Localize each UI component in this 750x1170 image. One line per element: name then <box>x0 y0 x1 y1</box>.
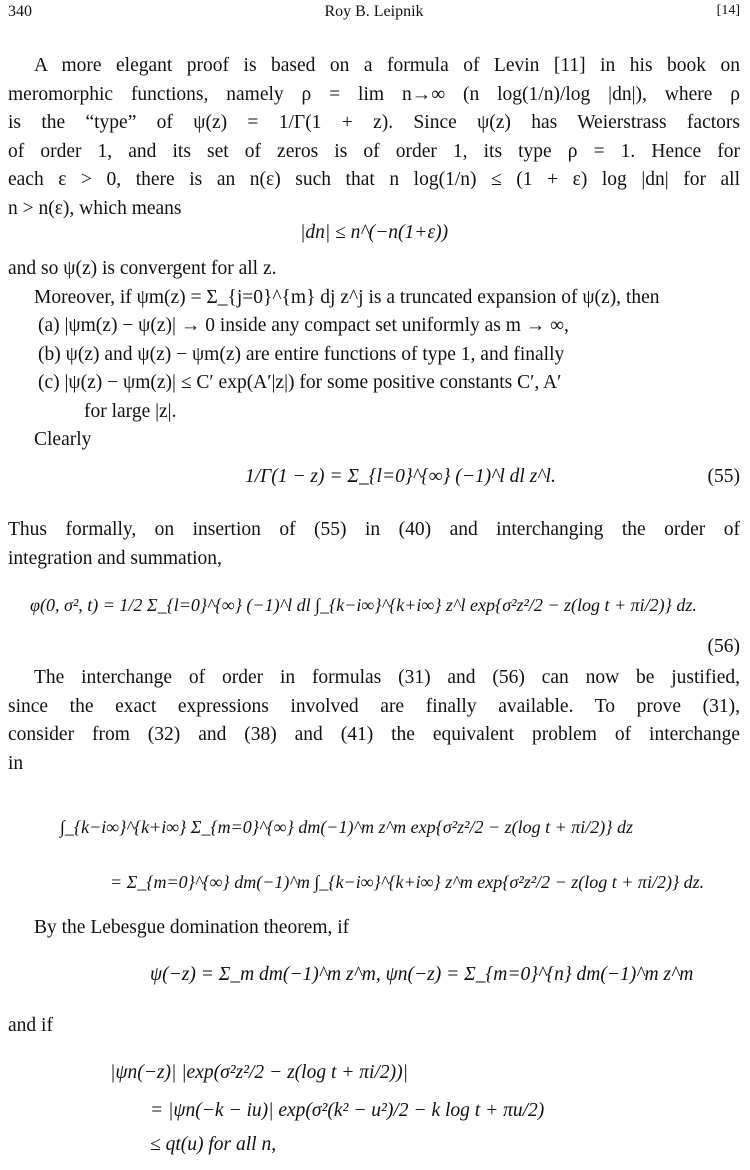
equation-56: φ(0, σ², t) = 1/2 Σ_{l=0}^{∞} (−1)^l dl ∫_{k−i∞}^{k+i∞} z^l exp{σ²z²/2 − z(log t + πi/2)} dz. <box>30 595 697 615</box>
equation-bound-line-1: |ψn(−z)| |exp(σ²z²/2 − z(log t + πi/2))| <box>110 1062 408 1083</box>
equation-bound-line-3: ≤ qt(u) for all n, <box>150 1134 277 1155</box>
running-head: Roy B. Leipnik <box>324 3 424 20</box>
paragraph-line: and if <box>8 1015 53 1036</box>
paragraph-line: since the exact expressions involved are finally available. To prove (31), <box>8 695 740 717</box>
equation-number: (56) <box>707 636 740 657</box>
equation-55: 1/Γ(1 − z) = Σ_{l=0}^{∞} (−1)^l dl z^l. <box>245 466 556 487</box>
paragraph-line: consider from (32) and (38) and (41) the equivalent problem of interchange <box>8 724 740 745</box>
body-text <box>8 664 740 778</box>
body-text <box>8 516 740 573</box>
body-text <box>8 914 740 943</box>
section-number: [14] <box>716 3 740 18</box>
paragraph-line: and so ψ(z) is convergent for all z. <box>8 258 277 279</box>
equation-interchange-rhs: = Σ_{m=0}^{∞} dm(−1)^m ∫_{k−i∞}^{k+i∞} z^m exp{σ²z²/2 − z(log t + πi/2)} dz. <box>110 872 705 892</box>
body-text <box>8 1012 740 1041</box>
list-item-continuation: for large |z|. <box>84 400 177 422</box>
equation-psi-series: ψ(−z) = Σ_m dm(−1)^m z^m, ψn(−z) = Σ_{m=0}^{n} dm(−1)^m z^m <box>150 964 694 985</box>
page-number: 340 <box>8 3 32 20</box>
paragraph-line: meromorphic functions, namely ρ = lim n→∞ (n log(1/n)/log |dn|), where ρ <box>8 83 740 105</box>
paragraph-line: integration and summation, <box>8 547 222 569</box>
list-item: (b) ψ(z) and ψ(z) − ψm(z) are entire functions of type 1, and finally <box>38 343 565 365</box>
equation-bound-line-2: = |ψn(−k − iu)| exp(σ²(k² − u²)/2 − k log t + πu/2) <box>150 1100 545 1121</box>
paragraph-line: n > n(ε), which means <box>8 197 182 219</box>
paragraph-line: in <box>8 752 24 774</box>
equation-number: (55) <box>707 466 740 487</box>
body-text <box>8 255 740 455</box>
page-header <box>8 3 740 27</box>
paragraph-line: Clearly <box>34 429 92 450</box>
paragraph-line: By the Lebesgue domination theorem, if <box>34 917 350 938</box>
paragraph-line: Moreover, if ψm(z) = Σ_{j=0}^{m} dj z^j is a truncated expansion of ψ(z), then <box>34 286 660 308</box>
list-item: (a) |ψm(z) − ψ(z)| → 0 inside any compact set uniformly as m → ∞, <box>38 315 569 336</box>
paragraph-line: A more elegant proof is based on a formula of Levin [11] in his book on <box>34 55 740 76</box>
paragraph-line: is the “type” of ψ(z) = 1/Γ(1 + z). Since ψ(z) has Weierstrass factors <box>8 112 740 133</box>
paragraph-line: of order 1, and its set of zeros is of order 1, its type ρ = 1. Hence for <box>8 140 740 162</box>
paragraph-line: The interchange of order in formulas (31) and (56) can now be justified, <box>34 667 740 688</box>
list-item: (c) |ψ(z) − ψm(z)| ≤ C′ exp(A′|z|) for some positive constants C′, A′ <box>38 372 562 393</box>
equation-interchange-lhs: ∫_{k−i∞}^{k+i∞} Σ_{m=0}^{∞} dm(−1)^m z^m exp{σ²z²/2 − z(log t + πi/2)} dz <box>60 817 634 837</box>
paragraph-line: Thus formally, on insertion of (55) in (40) and interchanging the order of <box>8 519 740 540</box>
equation-bound: |dn| ≤ n^(−n(1+ε)) <box>300 222 449 243</box>
paragraph-line: each ε > 0, there is an n(ε) such that n log(1/n) ≤ (1 + ε) log |dn| for all <box>8 169 740 190</box>
body-text <box>8 52 740 223</box>
